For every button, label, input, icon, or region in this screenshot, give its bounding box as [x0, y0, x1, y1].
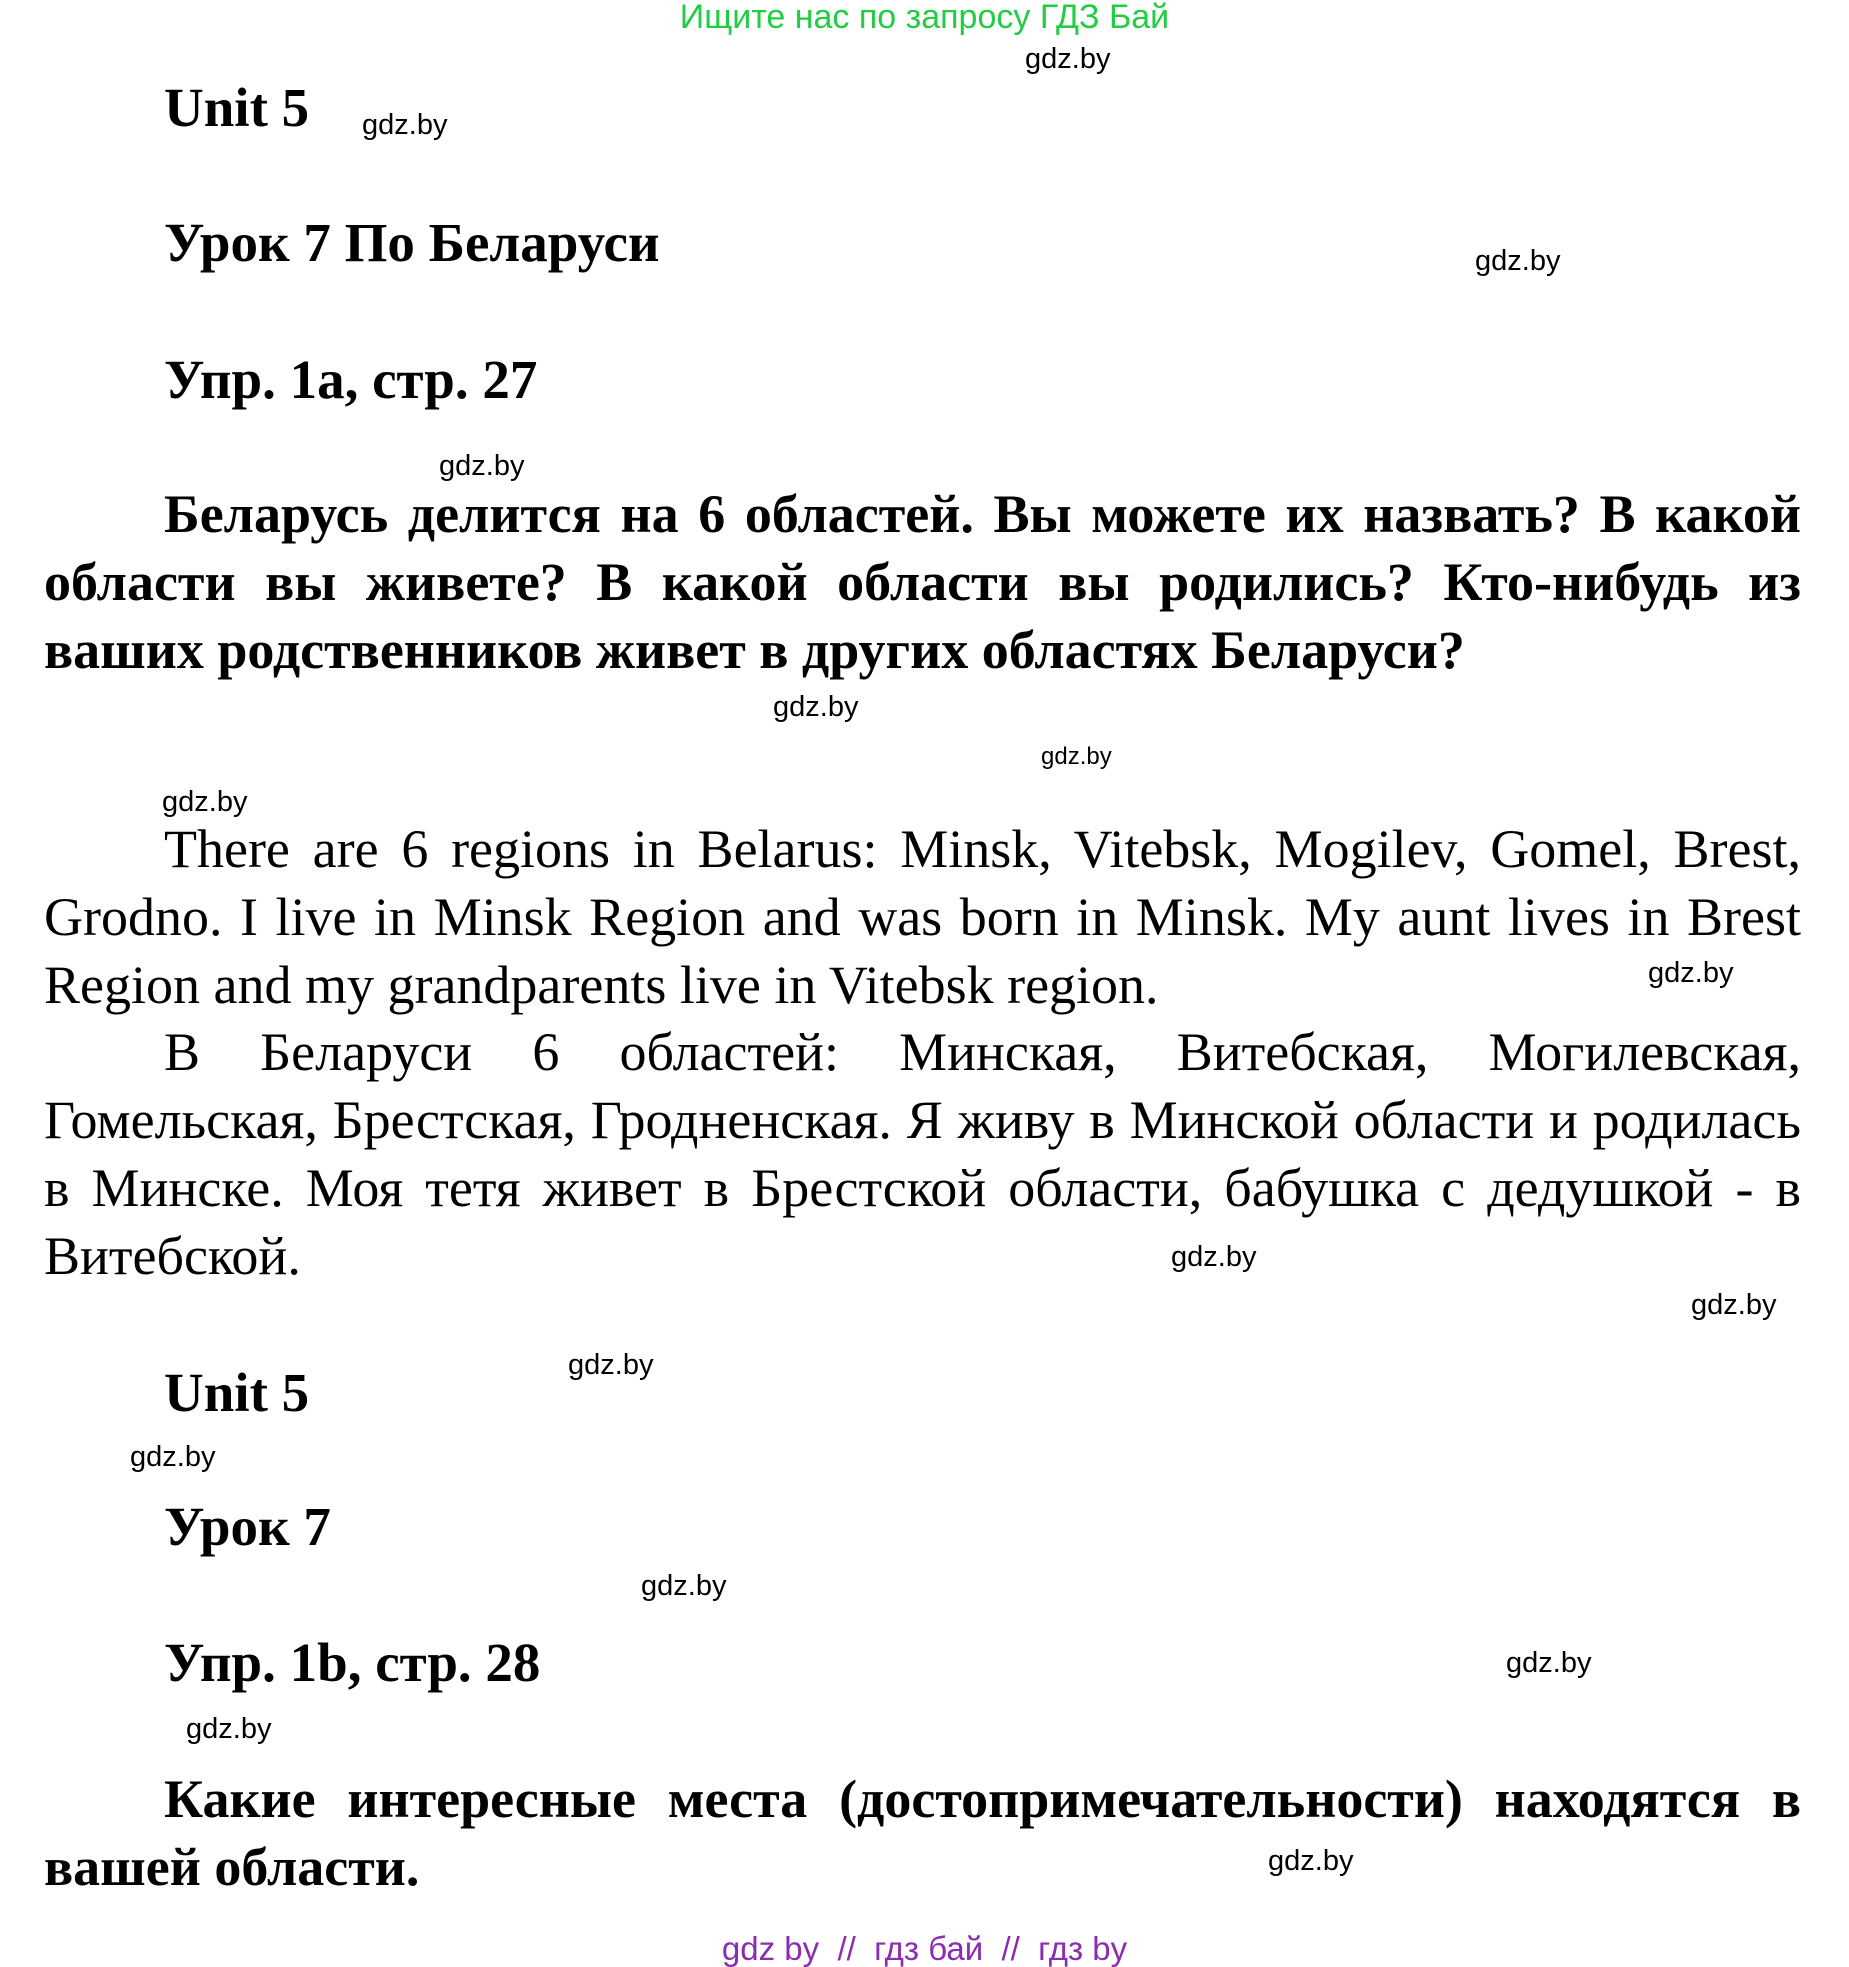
watermark: gdz.by: [568, 1349, 654, 1381]
watermark: gdz.by: [1025, 43, 1111, 75]
exercise-heading: Упр. 1a, стр. 27: [164, 349, 538, 410]
unit-heading: Unit 5: [164, 77, 310, 138]
exercise-question: Беларусь делится на 6 областей. Вы можете их назвать? В какой области вы живете? В какой области вы родились? Кто-нибудь из ваших родственников живет в других областях Беларуси?: [44, 484, 1801, 680]
watermark: gdz.by: [641, 1570, 727, 1602]
watermark: gdz.by: [773, 691, 859, 723]
lesson-heading: Урок 7 По Беларуси: [164, 212, 660, 273]
exercise-heading-2: Упр. 1b, стр. 28: [164, 1632, 541, 1693]
watermark: gdz.by: [1475, 245, 1561, 277]
watermark: gdz.by: [162, 786, 248, 818]
top-banner: Ищите нас по запросу ГДЗ Бай: [679, 0, 1170, 36]
watermark: gdz.by: [362, 109, 448, 141]
answer-english: There are 6 regions in Belarus: Minsk, Vitebsk, Mogilev, Gomel, Brest, Grodno. I live in Minsk Region and was born in Minsk. My aunt lives in Brest Region and my grandparents live in Vitebsk region.: [44, 819, 1801, 1015]
watermark: gdz.by: [1648, 957, 1734, 989]
watermark: gdz.by: [186, 1713, 272, 1745]
exercise-question-2: Какие интересные места (достопримечательности) находятся в вашей области.: [44, 1769, 1801, 1897]
unit-heading-2: Unit 5: [164, 1362, 310, 1423]
watermark: gdz.by: [1691, 1289, 1777, 1321]
watermark: gdz.by: [1041, 743, 1112, 770]
watermark: gdz.by: [1268, 1845, 1354, 1877]
watermark: gdz.by: [439, 450, 525, 482]
lesson-heading-2: Урок 7: [164, 1496, 331, 1557]
watermark: gdz.by: [130, 1441, 216, 1473]
footer-links: gdz by // гдз бай // гдз by: [721, 1930, 1128, 1967]
watermark: gdz.by: [1171, 1241, 1257, 1273]
answer-russian: В Беларуси 6 областей: Минская, Витебская, Могилевская, Гомельская, Брестская, Гродненская. Я живу в Минской области и родилась в Минске. Моя тетя живет в Брестской области, бабушка с дедушкой - в Витебской.: [44, 1022, 1801, 1286]
watermark: gdz.by: [1506, 1647, 1592, 1679]
